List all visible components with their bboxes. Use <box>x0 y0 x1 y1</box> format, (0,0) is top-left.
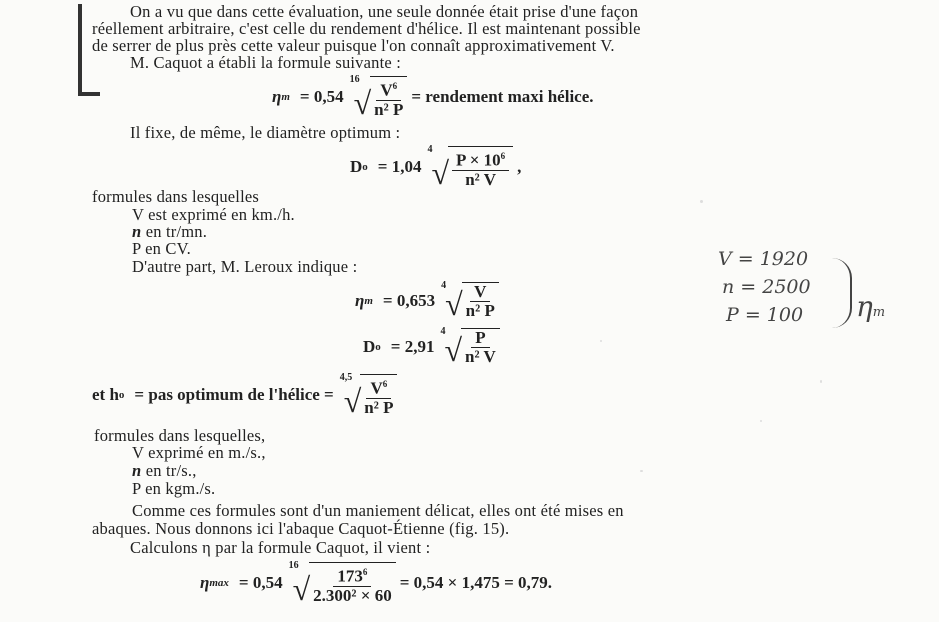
list1-item2-text: en tr/mn. <box>141 222 208 241</box>
formula5-text: = pas optimum de l'hélice = <box>134 385 334 405</box>
paragraph2-line2: abaques. Nous donnons ici l'abaque Caquot-Étienne (fig. 15). <box>92 519 510 538</box>
formula6-rhs: = 0,54 × 1,475 = 0,79. <box>399 573 553 593</box>
formula-max-efficiency-calc <box>200 562 552 605</box>
formula5-pre: et h <box>92 385 119 405</box>
formula1-index: 16 <box>349 74 360 85</box>
handwritten-eta-sub: m <box>872 305 886 320</box>
formula1-den: n² P <box>374 99 404 119</box>
formula5-pre-sub: o <box>118 389 125 402</box>
handwritten-eta <box>856 290 885 323</box>
list1-item2-var: n <box>132 222 142 241</box>
formula3-lhs: η <box>355 291 365 310</box>
scan-speck <box>700 200 703 203</box>
formula4-lhs: D <box>363 337 376 356</box>
formula4-num: P <box>471 329 489 348</box>
formula1-rhs: = rendement maxi hélice. <box>411 87 594 107</box>
formula5-index: 4,5 <box>339 372 353 383</box>
list2-item2-text: en tr/s., <box>141 461 197 480</box>
handwritten-brace <box>832 258 852 328</box>
formula3-lhs-sub: m <box>364 295 373 307</box>
formula1-coef: = 0,54 <box>299 87 344 107</box>
formula3-num: V <box>470 283 490 302</box>
formula2-coef: = 1,04 <box>377 157 422 177</box>
formula2-lhs: D <box>350 157 363 177</box>
handwritten-note-n: n = 2500 <box>722 276 811 298</box>
list2-item2 <box>132 462 197 480</box>
formula4-coef: = 2,91 <box>390 337 435 356</box>
list1-item3: P en CV. <box>132 239 191 258</box>
formula5-num-sup: 6 <box>382 379 388 389</box>
formula6-lhs: η <box>200 573 210 593</box>
formula1-radical: 16 √ $\frac{V^6}{\text{n² P}}$ <box>348 76 408 119</box>
formula1-lhs-sub: m <box>281 91 290 104</box>
formula2-num-sup: 6 <box>500 151 506 161</box>
formula6-coef: = 0,54 <box>238 573 283 593</box>
handwritten-eta-symbol: η <box>856 290 873 323</box>
formula4-lhs-sub: o <box>375 341 381 353</box>
handwritten-note-v: V = 1920 <box>718 248 809 270</box>
scan-speck <box>760 420 762 422</box>
text-diameter: Il fixe, de même, le diamètre optimum : <box>130 123 401 142</box>
paragraph2-line3: Calculons η par la formule Caquot, il vient : <box>130 538 431 557</box>
paragraph1-line1: On a vu que dans cette évaluation, une seule donnée était prise d'une façon <box>130 2 639 21</box>
formula-caquot-efficiency <box>272 76 594 119</box>
scan-speck <box>640 470 643 472</box>
scan-speck <box>820 380 822 383</box>
formula3-index: 4 <box>441 280 447 291</box>
scan-speck <box>600 340 602 342</box>
list1-item4: D'autre part, M. Leroux indique : <box>132 257 358 276</box>
formula2-radical: 4 √ $\frac{P \times 10^6}{\text{n² V}}$ <box>425 146 513 189</box>
formula6-radical: 16 √ $\frac{173^6}{\text{2.300² × 60}}$ <box>287 562 396 605</box>
formula2-tail: , <box>517 157 522 177</box>
formula6-index: 16 <box>288 560 299 571</box>
formula3-coef: = 0,653 <box>382 291 436 310</box>
formula4-radical: 4 √ $\frac{P}{\text{n² V}}$ <box>438 328 499 366</box>
formula-leroux-efficiency <box>355 282 503 320</box>
paragraph1-line3: de serrer de plus près cette valeur puisque l'on connaît approximativement V. <box>92 36 615 55</box>
formula2-lhs-sub: o <box>362 161 368 174</box>
formula6-num: 173 <box>337 566 363 586</box>
formula1-num-sup: 6 <box>392 81 398 91</box>
formula6-den: 2.300² × 60 <box>313 585 392 605</box>
formula3-den: n² P <box>465 301 495 320</box>
paragraph1-line2: réellement arbitraire, c'est celle du rendement d'hélice. Il est maintenant possible <box>92 19 641 38</box>
list2-item1: V exprimé en m./s., <box>132 443 266 462</box>
list2-item3: P en kgm./s. <box>132 479 216 498</box>
formula2-num: P × 10 <box>456 150 501 170</box>
formula-optimum-pitch <box>92 374 401 417</box>
list1-item1: V est exprimé en km./h. <box>132 205 295 224</box>
handwritten-note-p: P = 100 <box>726 304 804 326</box>
formula4-index: 4 <box>440 326 446 337</box>
paragraph1-line4: M. Caquot a établi la formule suivante : <box>130 53 402 72</box>
formula5-radical: 4,5 √ $\frac{V^6}{\text{n² P}}$ <box>338 374 398 417</box>
formula5-den: n² P <box>364 397 394 417</box>
formula2-index: 4 <box>427 144 433 155</box>
list2-item2-var: n <box>132 461 142 480</box>
formula1-num: V <box>380 80 393 100</box>
formula2-den: n² V <box>465 169 496 189</box>
formula5-num: V <box>370 378 383 398</box>
formula6-num-sup: 6 <box>362 567 368 577</box>
formula3-radical: 4 √ $\frac{V}{\text{n² P}}$ <box>439 282 499 320</box>
paragraph2-line1: Comme ces formules sont d'un maniement délicat, elles ont été mises en <box>132 501 624 520</box>
formula4-den: n² V <box>465 347 496 366</box>
list1-intro: formules dans lesquelles <box>92 187 260 206</box>
formula-optimum-diameter <box>350 146 521 189</box>
formula1-lhs: η <box>272 87 282 107</box>
formula6-lhs-sub: max <box>209 577 229 590</box>
formula-leroux-diameter <box>363 328 504 366</box>
list2-intro: formules dans lesquelles, <box>94 426 266 445</box>
